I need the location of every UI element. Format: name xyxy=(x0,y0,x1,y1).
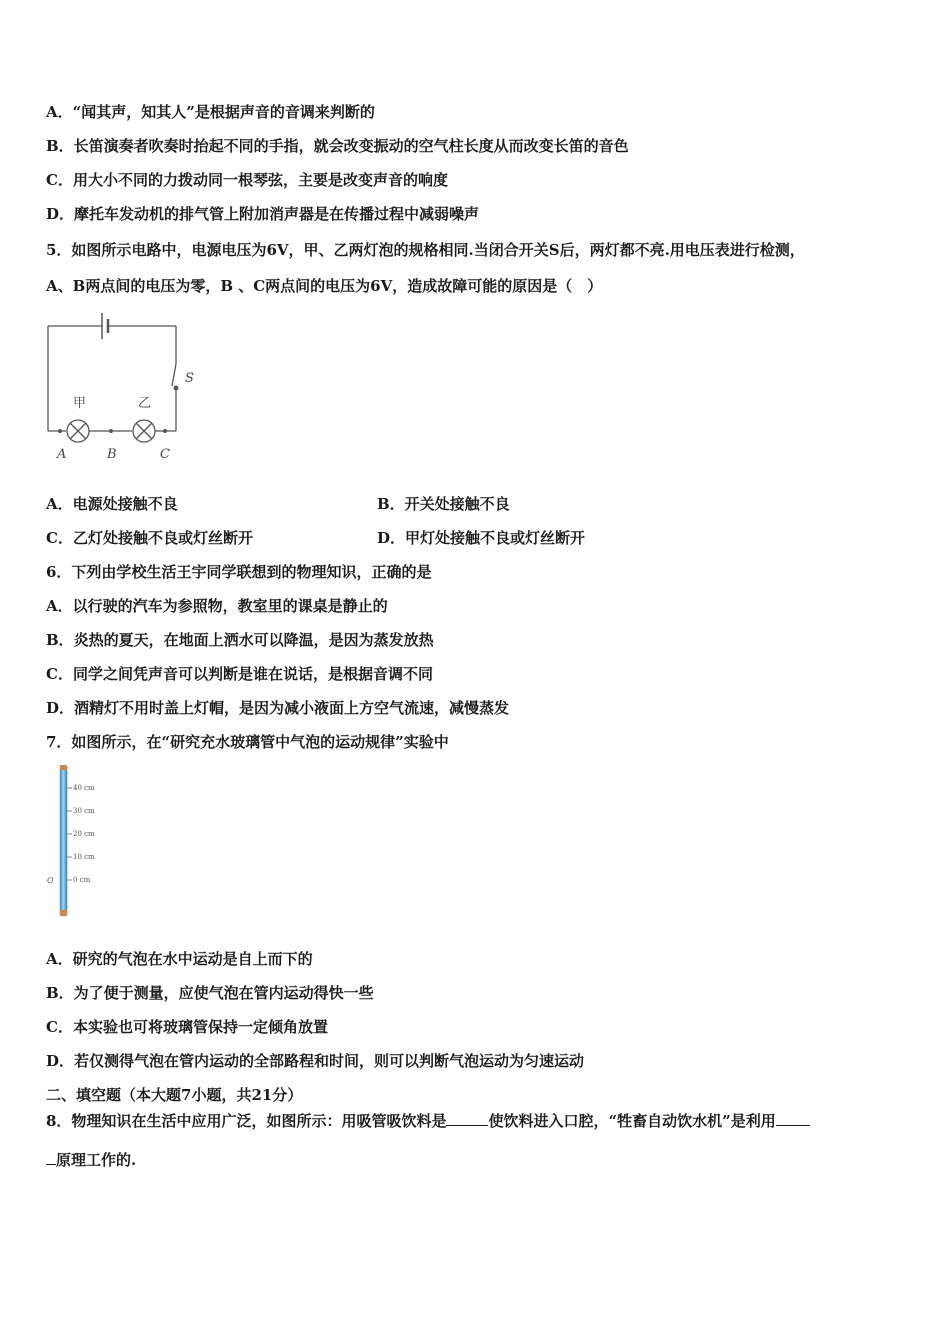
point-b-label: B xyxy=(107,447,117,462)
q8-blank-2-cont[interactable] xyxy=(46,1150,56,1165)
q8-part1: 8．物理知识在生活中应用广泛，如图所示：用吸管吸饮料是 xyxy=(46,1112,447,1130)
q6-option-b: B．炎热的夏天，在地面上洒水可以降温，是因为蒸发放热 xyxy=(46,631,434,649)
tick-10cm: 10 cm xyxy=(73,853,95,861)
q4-option-c: C．用大小不同的力拨动同一根琴弦，主要是改变声音的响度 xyxy=(46,171,448,189)
tick-40cm: 40 cm xyxy=(73,784,95,792)
q5-option-d: D．甲灯处接触不良或灯丝断开 xyxy=(377,529,586,547)
q7-glass-tube-figure xyxy=(44,762,114,922)
q5-circuit-diagram xyxy=(40,308,215,468)
q8-part3: 原理工作的. xyxy=(56,1151,137,1169)
q6-option-c: C．同学之间凭声音可以判断是谁在说话，是根据音调不同 xyxy=(46,665,433,683)
tick-0cm: 0 cm xyxy=(73,876,91,884)
tick-30cm: 30 cm xyxy=(73,807,95,815)
q8-blank-1[interactable] xyxy=(446,1111,488,1126)
point-c-label: C xyxy=(160,447,170,462)
q8-part2: 使饮料进入口腔，“牲畜自动饮水机”是利用 xyxy=(488,1112,776,1130)
q8-blank-2[interactable] xyxy=(776,1111,810,1126)
q6-stem: 6．下列由学校生活王宇同学联想到的物理知识，正确的是 xyxy=(46,563,432,581)
lamp1-label: 甲 xyxy=(73,396,87,411)
tick-20cm: 20 cm xyxy=(73,830,95,838)
q7-option-d: D．若仅测得气泡在管内运动的全部路程和时间，则可以判断气泡运动为匀速运动 xyxy=(46,1052,585,1070)
switch-label: S xyxy=(185,371,194,386)
q4-option-a: A．“闻其声，知其人”是根据声音的音调来判断的 xyxy=(46,103,375,121)
lamp2-label: 乙 xyxy=(138,396,152,411)
q5-option-c: C．乙灯处接触不良或灯丝断开 xyxy=(46,529,253,547)
q7-option-a: A．研究的气泡在水中运动是自上而下的 xyxy=(46,950,313,968)
q4-option-b: B．长笛演奏者吹奏时抬起不同的手指，就会改变振动的空气柱长度从而改变长笛的音色 xyxy=(46,137,629,155)
point-a-label: A xyxy=(57,447,67,462)
q5-option-b: B．开关处接触不良 xyxy=(377,495,510,513)
origin-label: O xyxy=(47,876,54,885)
q5-stem-line1: 5．如图所示电路中，电源电压为6V，甲、乙两灯泡的规格相同.当闭合开关S后，两灯都不亮.用电压表进行检测， xyxy=(46,241,805,259)
q7-option-c: C．本实验也可将玻璃管保持一定倾角放置 xyxy=(46,1018,328,1036)
q7-stem: 7．如图所示，在“研究充水玻璃管中气泡的运动规律”实验中 xyxy=(46,733,449,751)
q6-option-d: D．酒精灯不用时盖上灯帽，是因为减小液面上方空气流速，减慢蒸发 xyxy=(46,699,510,717)
q6-option-a: A．以行驶的汽车为参照物，教室里的课桌是静止的 xyxy=(46,597,388,615)
section-title: 二、填空题（本大题7小题，共21分） xyxy=(46,1086,303,1104)
q5-option-a: A．电源处接触不良 xyxy=(46,495,178,513)
q4-option-d: D．摩托车发动机的排气管上附加消声器是在传播过程中减弱噪声 xyxy=(46,205,480,223)
q8-line1 xyxy=(46,1111,810,1131)
q7-option-b: B．为了便于测量，应使气泡在管内运动得快一些 xyxy=(46,984,374,1002)
q8-line2 xyxy=(46,1150,136,1170)
q5-stem-line2: A、B两点间的电压为零，B 、C两点间的电压为6V，造成故障可能的原因是（ ） xyxy=(46,277,603,295)
